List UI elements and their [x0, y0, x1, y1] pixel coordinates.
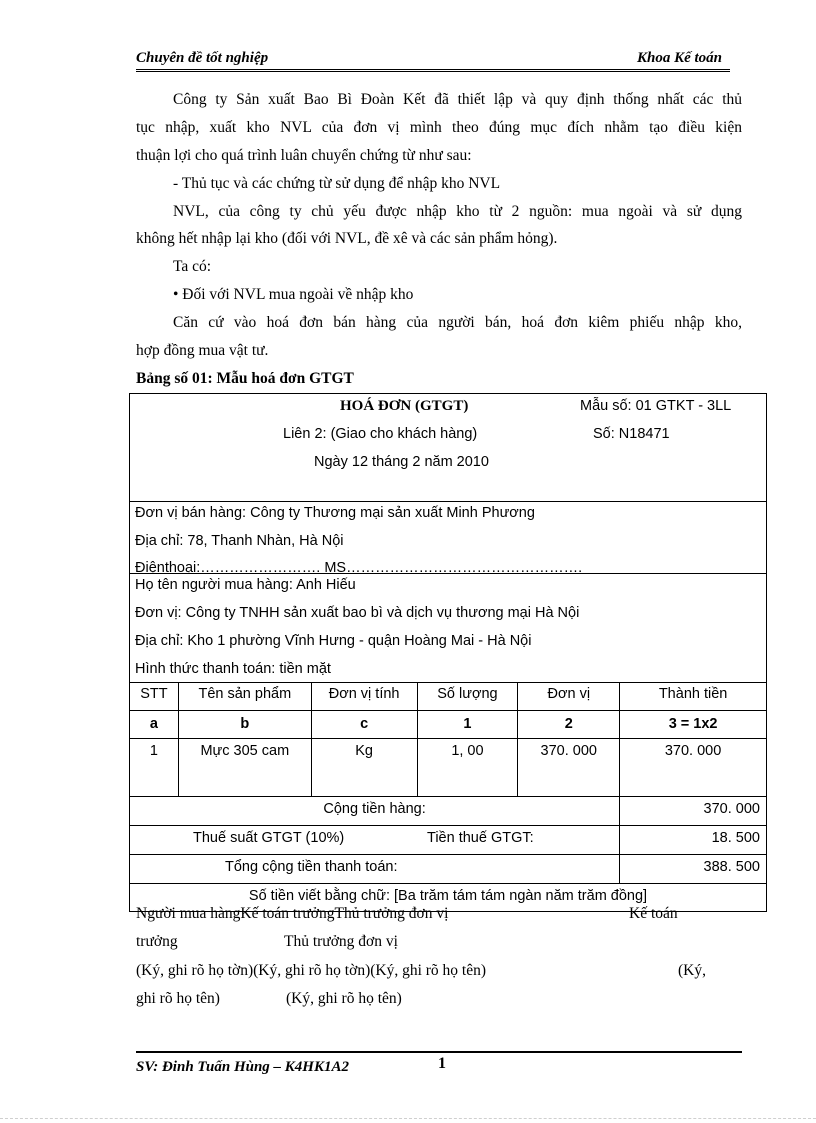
invoice-header	[130, 394, 766, 501]
para4: Ta có:	[173, 258, 212, 275]
page-edge-divider	[0, 1118, 816, 1119]
col-stt: STT	[130, 683, 179, 711]
sign-line4a: ghi rõ họ tên)	[136, 990, 220, 1007]
page-header	[136, 48, 730, 72]
amount-in-words: Số tiền viết bằng chữ: [Ba trăm tám tám ngàn năm trăm đồng]	[130, 884, 767, 912]
col-amount: Thành tiền	[620, 683, 767, 711]
para3-line1: NVL, của công ty chủ yếu được nhập kho từ 2 nguồn: mua ngoài và sử dụng	[173, 203, 742, 220]
code-1: 1	[417, 711, 518, 739]
subtotal-value: 370. 000	[620, 797, 767, 826]
vat-row	[130, 826, 767, 855]
header-left: Chuyên đề tốt nghiệp	[136, 50, 269, 66]
column-code-row	[130, 711, 767, 739]
item-stt: 1	[130, 739, 179, 797]
invoice-title: HOÁ ĐƠN (GTGT)	[340, 398, 469, 414]
sign-line3b: (Ký,	[678, 962, 706, 979]
table-row	[130, 739, 767, 797]
item-price: 370. 000	[518, 739, 620, 797]
para3-line2: không hết nhập lại kho (đối với NVL, đề xê và các sản phẩm hỏng).	[136, 230, 558, 247]
para6-line1: Căn cứ vào hoá đơn bán hàng của người bán, hoá đơn kiêm phiếu nhập kho,	[173, 314, 742, 331]
code-2: 2	[518, 711, 620, 739]
para2: - Thủ tục và các chứng từ sử dụng để nhập kho NVL	[173, 175, 501, 192]
para1-line2: tục nhập, xuất kho NVL của đơn vị mình theo đúng mục đích nhằm tạo điều kiện	[136, 119, 742, 136]
buyer-unit: Đơn vị: Công ty TNHH sản xuất bao bì và dịch vụ thương mại Hà Nội	[135, 605, 580, 621]
col-unit: Đơn vị tính	[311, 683, 417, 711]
seller-row	[130, 502, 767, 574]
buyer-name: Họ tên người mua hàng: Anh Hiếu	[135, 577, 356, 593]
seller-address: Địa chỉ: 78, Thanh Nhàn, Hà Nội	[135, 533, 344, 549]
code-3: 3 = 1x2	[620, 711, 767, 739]
invoice-serial: Số: N18471	[593, 426, 670, 442]
item-name: Mực 305 cam	[178, 739, 311, 797]
seller-info	[130, 502, 766, 576]
buyer-row	[130, 574, 767, 683]
sign-line4b: (Ký, ghi rõ họ tên)	[286, 990, 402, 1007]
col-product: Tên sản phẩm	[178, 683, 311, 711]
header-right: Khoa Kế toán	[636, 50, 722, 66]
code-a: a	[130, 711, 179, 739]
col-qty: Số lượng	[417, 683, 518, 711]
para1-line3: thuận lợi cho quá trình luân chuyển chứng từ như sau:	[136, 147, 472, 164]
seller-phone: Điệnthoại:……………………. MS………………………………………….	[135, 560, 583, 576]
code-c: c	[311, 711, 417, 739]
sign-line1a: Người mua hàngKế toán trưởngThủ trưởng đơn vị	[136, 905, 449, 922]
vat-label: Tiền thuế GTGT:	[427, 830, 534, 846]
sign-line2a: trưởng	[136, 933, 178, 950]
column-header-row	[130, 683, 767, 711]
subtotal-row	[130, 797, 767, 826]
item-amount: 370. 000	[620, 739, 767, 797]
para6-line2: hợp đồng mua vật tư.	[136, 342, 269, 359]
invoice-header-row	[130, 394, 767, 502]
sign-line1b: Kế toán	[629, 905, 678, 922]
invoice-table	[129, 393, 767, 912]
footer-student: SV: Đinh Tuấn Hùng – K4HK1A2	[136, 1059, 349, 1075]
header-divider	[136, 69, 730, 72]
total-value: 388. 500	[620, 855, 767, 884]
subtotal-label: Cộng tiền hàng:	[130, 797, 620, 826]
col-price: Đơn vị	[518, 683, 620, 711]
page-number: 1	[438, 1055, 446, 1072]
vat-rate-label: Thuế suất GTGT (10%)	[193, 830, 345, 846]
sign-line3a: (Ký, ghi rõ họ tờn)(Ký, ghi rõ họ tờn)(Ký, ghi rõ họ tên)	[136, 962, 487, 979]
para5: • Đối với NVL mua ngoài về nhập kho	[173, 286, 414, 303]
invoice-copy: Liên 2: (Giao cho khách hàng)	[283, 426, 478, 442]
vat-value: 18. 500	[620, 826, 767, 855]
sign-line2b: Thủ trưởng đơn vị	[284, 933, 398, 950]
buyer-address: Địa chỉ: Kho 1 phường Vĩnh Hưng - quận Hoàng Mai - Hà Nội	[135, 633, 532, 649]
buyer-info	[130, 574, 766, 682]
total-row	[130, 855, 767, 884]
invoice-form-no: Mẫu số: 01 GTKT - 3LL	[580, 398, 732, 414]
page-footer	[136, 1051, 742, 1077]
invoice-date: Ngày 12 tháng 2 năm 2010	[314, 454, 489, 470]
payment-method: Hình thức thanh toán: tiền mặt	[135, 661, 331, 677]
vat-cell	[130, 826, 620, 855]
item-unit: Kg	[311, 739, 417, 797]
code-b: b	[178, 711, 311, 739]
table-caption: Bảng số 01: Mẫu hoá đơn GTGT	[136, 370, 354, 387]
item-qty: 1, 00	[417, 739, 518, 797]
para1-line1: Công ty Sản xuất Bao Bì Đoàn Kết đã thiết lập và quy định thống nhất các thủ	[173, 91, 742, 108]
total-label: Tổng cộng tiền thanh toán:	[130, 855, 620, 884]
seller-name: Đơn vị bán hàng: Công ty Thương mại sản xuất Minh Phương	[135, 505, 535, 521]
